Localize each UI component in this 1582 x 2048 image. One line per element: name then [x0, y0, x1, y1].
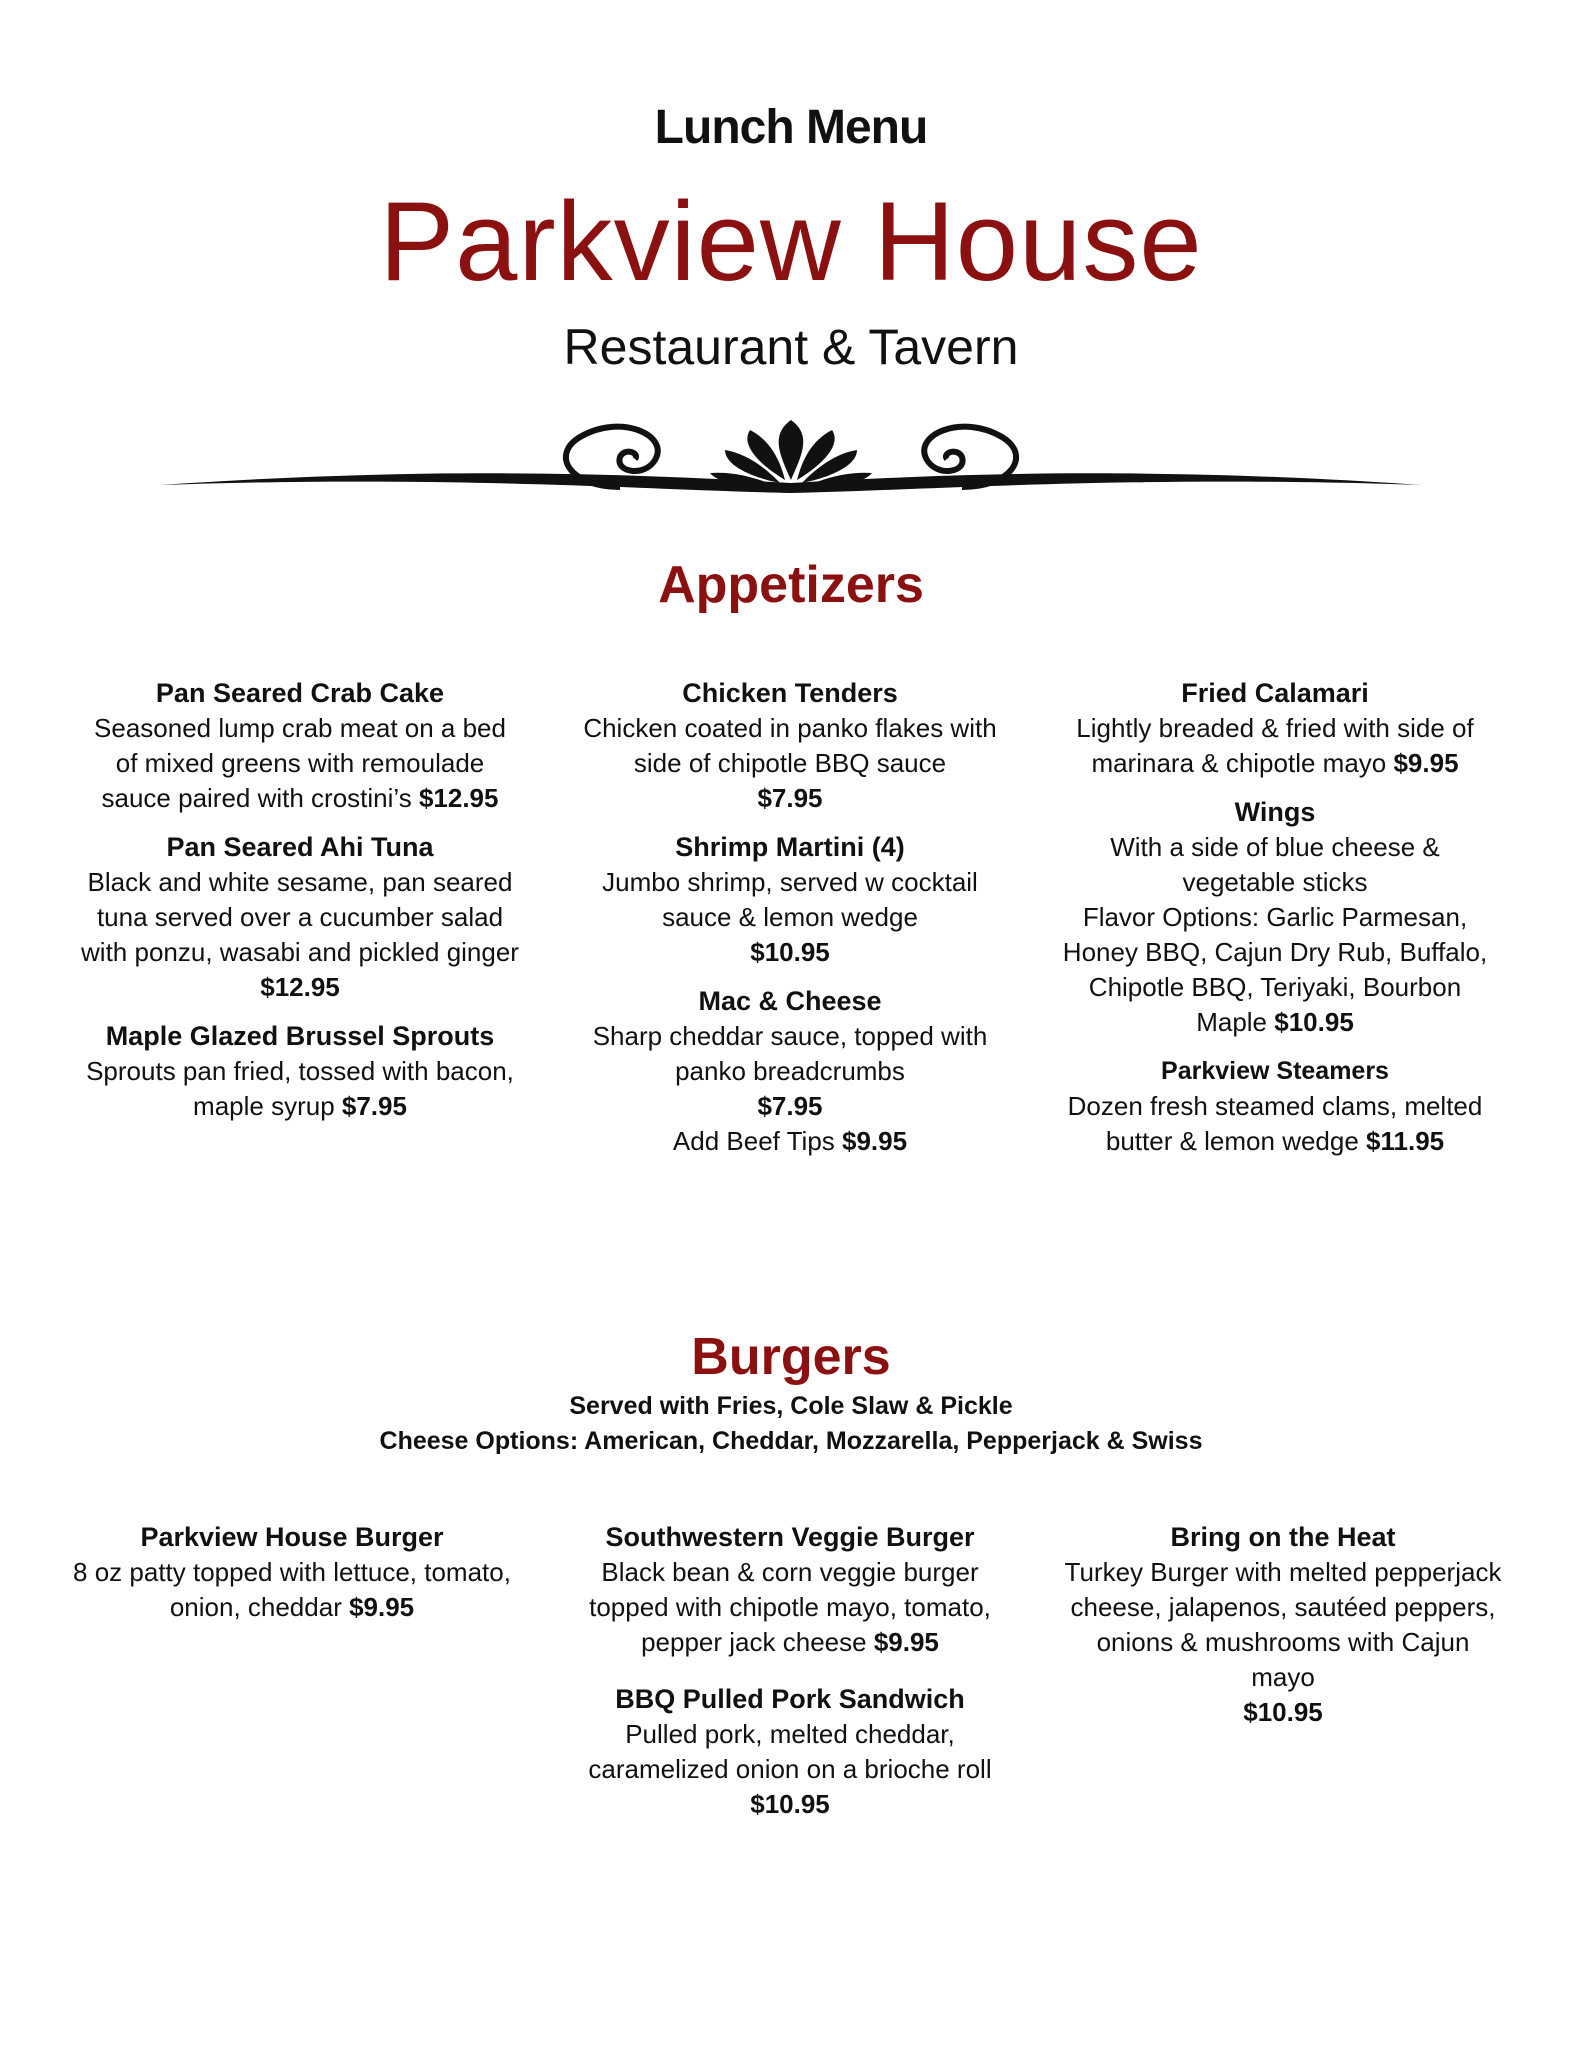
burgers-heading: Burgers [691, 1328, 891, 1386]
menu-item-bring-on-the-heat [1063, 1520, 1503, 1730]
item-price: $10.95 [1274, 1007, 1354, 1037]
menu-item-ahi-tuna [80, 830, 520, 1005]
item-name: Mac & Cheese [698, 986, 882, 1016]
menu-subtitle: Lunch Menu [654, 101, 928, 154]
menu-item-shrimp-martini [570, 830, 1010, 970]
appetizers-column-2 [570, 676, 1010, 1173]
menu-item-parkview-burger [72, 1520, 512, 1625]
item-description: Seasoned lump crab meat on a bed of mixed greens with remoulade sauce paired with crostini’s [94, 713, 506, 813]
burgers-column-3 [1063, 1520, 1503, 1744]
item-name: Pan Seared Crab Cake [155, 678, 445, 708]
item-description: Black bean & corn veggie burger topped with chipotle mayo, tomato, pepper jack cheese [589, 1557, 991, 1657]
item-name: Wings [1234, 797, 1316, 827]
menu-item-chicken-tenders [570, 676, 1010, 816]
menu-item-parkview-steamers [1055, 1054, 1495, 1159]
item-description: Lightly breaded & fried with side of marinara & chipotle mayo [1076, 713, 1474, 778]
burgers-column-2 [570, 1520, 1010, 1836]
item-name: Chicken Tenders [682, 678, 898, 708]
item-description: Jumbo shrimp, served w cocktail sauce & lemon wedge [602, 867, 978, 932]
item-price: $7.95 [757, 1091, 823, 1121]
item-description: Dozen fresh steamed clams, melted butter & lemon wedge [1067, 1091, 1483, 1156]
burgers-cheese-note: Cheese Options: American, Cheddar, Mozzarella, Pepperjack & Swiss [379, 1427, 1203, 1455]
item-price: $9.95 [873, 1627, 939, 1657]
appetizers-column-1 [80, 676, 520, 1138]
addon-price: $9.95 [842, 1126, 908, 1156]
item-description: Black and white sesame, pan seared tuna served over a cucumber salad with ponzu, wasabi and pickled ginger [81, 867, 519, 967]
menu-item-wings [1055, 795, 1495, 1040]
item-name: Maple Glazed Brussel Sprouts [105, 1021, 495, 1051]
item-price: $12.95 [260, 972, 340, 1002]
menu-item-veggie-burger [570, 1520, 1010, 1660]
item-price: $12.95 [418, 783, 499, 813]
item-name: Shrimp Martini (4) [675, 832, 905, 862]
item-price: $7.95 [341, 1091, 407, 1121]
item-price: $10.95 [750, 937, 830, 967]
menu-item-fried-calamari [1055, 676, 1495, 781]
item-price: $10.95 [750, 1789, 830, 1819]
item-name: Bring on the Heat [1170, 1522, 1396, 1552]
item-price: $10.95 [1243, 1697, 1323, 1727]
item-name: Fried Calamari [1181, 678, 1369, 708]
item-price: $7.95 [757, 783, 823, 813]
menu-item-pulled-pork [570, 1682, 1010, 1822]
burgers-column-1 [72, 1520, 512, 1639]
item-description: Sharp cheddar sauce, topped with panko breadcrumbs [592, 1021, 988, 1086]
appetizers-heading: Appetizers [658, 556, 924, 614]
item-description: Sprouts pan fried, tossed with bacon, maple syrup [86, 1056, 514, 1121]
flavor-options: Flavor Options: Garlic Parmesan, Honey BBQ, Cajun Dry Rub, Buffalo, Chipotle BBQ, Teriyaki, Bourbon Maple [1062, 902, 1488, 1037]
item-price: $9.95 [1393, 748, 1459, 778]
restaurant-tagline: Restaurant & Tavern [563, 319, 1019, 375]
item-price: $9.95 [349, 1592, 415, 1622]
item-description: Turkey Burger with melted pepperjack cheese, jalapenos, sautéed peppers, onions & mushrooms with Cajun mayo [1064, 1557, 1502, 1692]
burgers-sides-note: Served with Fries, Cole Slaw & Pickle [569, 1392, 1013, 1420]
menu-item-brussel-sprouts [80, 1019, 520, 1124]
item-description: Chicken coated in panko flakes with side of chipotle BBQ sauce [583, 713, 997, 778]
item-description: With a side of blue cheese & vegetable sticks [1110, 832, 1440, 897]
addon-label: Add Beef Tips [672, 1126, 843, 1156]
menu-item-mac-and-cheese [570, 984, 1010, 1159]
item-name: Southwestern Veggie Burger [605, 1522, 975, 1552]
item-name: BBQ Pulled Pork Sandwich [615, 1684, 965, 1714]
appetizers-column-3 [1055, 676, 1495, 1173]
item-addon [570, 1124, 1010, 1159]
item-name: Parkview House Burger [140, 1522, 444, 1552]
item-description: 8 oz patty topped with lettuce, tomato, onion, cheddar [73, 1557, 511, 1622]
menu-item-crab-cake [80, 676, 520, 816]
restaurant-name: Parkview House [379, 179, 1203, 304]
item-name: Pan Seared Ahi Tuna [166, 832, 434, 862]
item-name: Parkview Steamers [1161, 1057, 1389, 1085]
flourish-divider-icon [150, 395, 1432, 525]
item-description: Pulled pork, melted cheddar, caramelized onion on a brioche roll [588, 1719, 992, 1784]
item-price: $11.95 [1366, 1126, 1445, 1156]
